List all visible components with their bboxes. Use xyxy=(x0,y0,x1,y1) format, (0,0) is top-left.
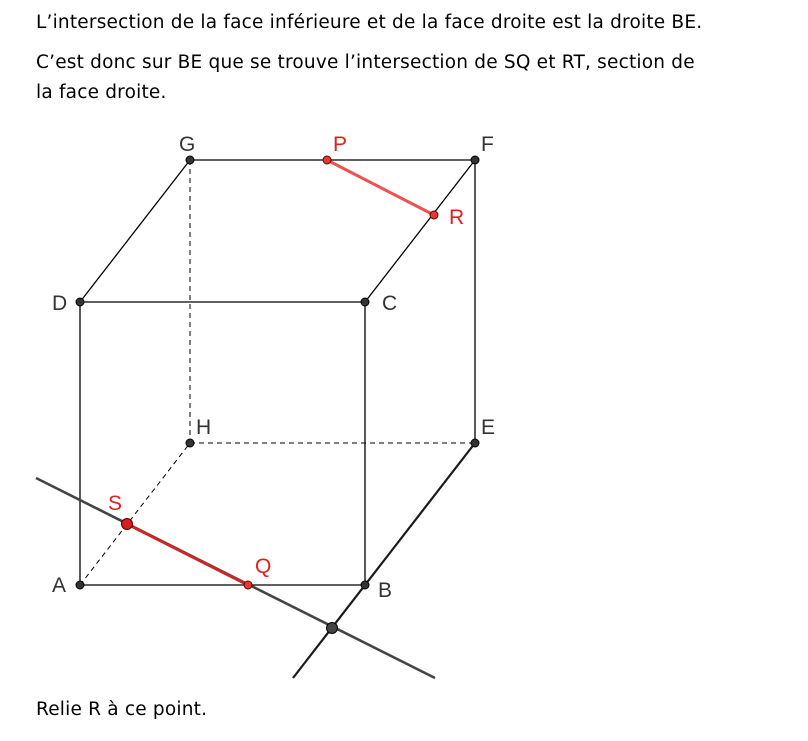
point-h xyxy=(186,439,194,447)
label-g: G xyxy=(179,133,196,156)
point-e xyxy=(471,439,479,447)
label-h: H xyxy=(196,416,212,439)
label-r: R xyxy=(449,206,465,229)
label-e: E xyxy=(481,416,496,439)
line-be xyxy=(293,443,475,678)
paragraph-line-2: C’est donc sur BE que se trouve l’intersection de SQ et RT, section de xyxy=(36,52,695,73)
point-g xyxy=(186,156,194,164)
segment-sq xyxy=(127,524,248,585)
point-b xyxy=(361,581,369,589)
label-b: B xyxy=(378,579,393,602)
paragraph-line-1: L’intersection de la face inférieure et de la face droite est la droite BE. xyxy=(36,12,703,33)
label-q: Q xyxy=(255,555,272,578)
point-d xyxy=(76,298,84,306)
point-c xyxy=(361,298,369,306)
point-intersection xyxy=(327,623,338,634)
segment-pr xyxy=(327,160,434,215)
point-q xyxy=(244,581,252,589)
edge-dg xyxy=(80,160,190,302)
paragraph-line-3: la face droite. xyxy=(36,82,167,103)
point-p xyxy=(323,156,331,164)
edge-ah xyxy=(80,443,190,585)
label-f: F xyxy=(481,133,494,156)
label-a: A xyxy=(52,574,67,597)
label-d: D xyxy=(52,292,68,315)
label-s: S xyxy=(108,492,123,515)
label-c: C xyxy=(382,292,398,315)
edge-cf xyxy=(365,160,475,302)
point-s xyxy=(122,519,133,530)
footer-instruction: Relie R à ce point. xyxy=(36,699,208,720)
point-r xyxy=(430,211,438,219)
point-a xyxy=(76,581,84,589)
label-p: P xyxy=(333,133,348,156)
point-f xyxy=(471,156,479,164)
